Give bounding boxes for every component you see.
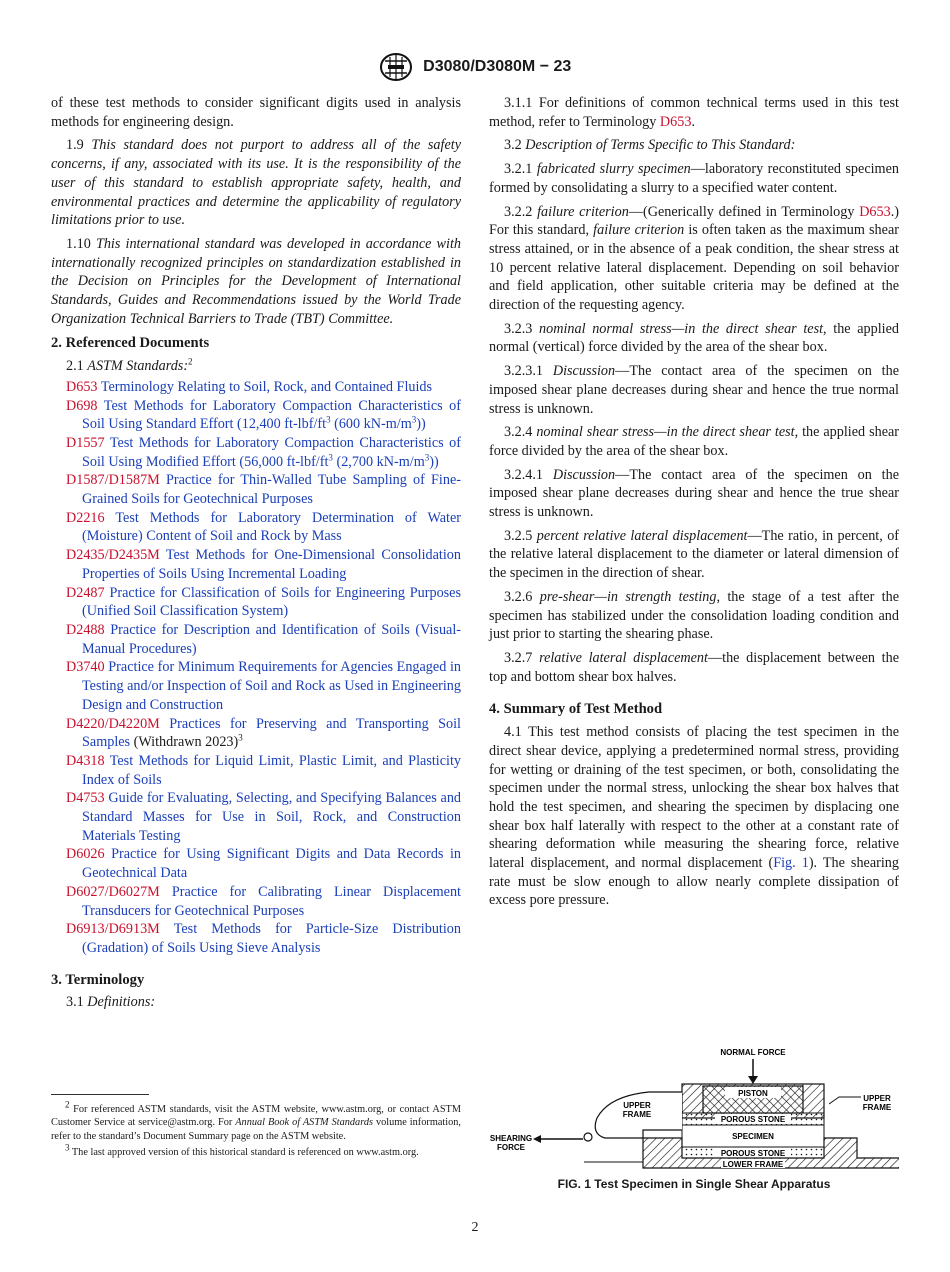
label-porous-stone-bottom: POROUS STONE <box>720 1149 786 1158</box>
paragraph-3-2-4: 3.2.4 nominal shear stress—in the direct shear test, the applied shear force divided by the area of the shear box. <box>489 424 900 459</box>
link-d653[interactable]: D653 <box>659 113 692 130</box>
normal-force-arrowhead <box>748 1076 758 1084</box>
paragraph-3-2: 3.2 Description of Terms Specific to This Standard: <box>504 137 796 154</box>
paragraph-3-2-1: 3.2.1 fabricated slurry specimen—laboratory reconstituted specimen formed by consolidating a slurry to a specified water content. <box>489 161 899 196</box>
paragraph-2-1: 2.1 ASTM Standards:$^2$ <box>66 356 193 375</box>
label-normal-force: NORMAL FORCE <box>720 1048 786 1057</box>
footnotes <box>51 1099 462 1162</box>
leader-line-right <box>829 1097 861 1104</box>
shearing-force-arrowhead <box>533 1135 541 1143</box>
footnote-2: $^2$ For referenced ASTM standards, visit the ASTM website, www.astm.org, or contact ASTM Customer Service at service@astm.org. For Annual Book of ASTM Standards volume information, refer to the standard’s Document Summary page on the ASTM website. <box>51 1099 462 1142</box>
ref-d6913[interactable]: D6913/D6913M Test Methods for Particle-Size Distribution (Gradation) of Soils Using Sieve Analysis <box>66 921 461 956</box>
paragraph-3-1: 3.1 Definitions: <box>66 994 156 1011</box>
paragraph-1-10: 1.10 This international standard was developed in accordance with internationally recognized principles on standardization established in the Decision on Principles for the Development of International Standards, Guides and Recommendations issued by the World Trade Organization Technical Barriers to Trade (TBT) Committee. <box>51 235 461 327</box>
paragraph-3-2-4-1: 3.2.4.1 Discussion—The contact area of the specimen on the imposed shear plane decreases during shear and hence the true shear stress is unknown. <box>489 466 899 521</box>
label-upper-frame-right-1: UPPER <box>863 1094 891 1103</box>
right-column <box>489 94 899 915</box>
paragraph-3-2-3-1: 3.2.3.1 Discussion—The contact area of the specimen on the imposed shear plane decreases during shear and hence the true normal stress is unknown. <box>489 363 899 417</box>
ref-d4220[interactable]: D4220/D4220M Practices for Preserving and Transporting Soil Samples (Withdrawn 2023)$^3$ <box>66 715 462 751</box>
label-lower-frame: LOWER FRAME <box>722 1160 784 1169</box>
ref-d1587[interactable]: D1587/D1587M Practice for Thin-Walled Tube Sampling of Fine-Grained Soils for Geotechnical Purposes <box>66 472 461 508</box>
page-header <box>0 52 950 82</box>
link-d653-2[interactable]: D653 <box>859 203 891 220</box>
ref-d1557[interactable]: D1557 Test Methods for Laboratory Compaction Characteristics of Soil Using Modified Effort (56,000 $ft-lbf/ft^3$ (2,700 $kN-m/m^3$)) <box>66 434 461 470</box>
label-upper-frame-left-2: FRAME <box>622 1110 652 1119</box>
paragraph-1-9: 1.9 This standard does not purport to address all of the safety concerns, if any, associated with its use. It is the responsibility of the user of this standard to establish appropriate safety, health, and environmental practices and determine the applicability of regulatory limitations prior to use. <box>51 137 461 229</box>
standard-designation: D3080/D3080M − 23 <box>423 58 572 75</box>
astm-logo-icon <box>379 52 413 82</box>
label-porous-stone-top: POROUS STONE <box>720 1115 786 1124</box>
paragraph-4-1: 4.1 This test method consists of placing the test specimen in the direct shear device, applying a predetermined normal stress, providing for wetting or draining of the test specimen, or both, consolidating the specimen under the normal stress, unlocking the shear box halves that hold the test specimen, and shearing the specimen by displacing one shear box half laterally with respect to the other at a constant rate of shearing deformation while measuring the shearing force, relative lateral displacement, and normal displacement (Fig. 1). The shearing rate must be slow enough to allow nearly complete dissipation of excess pore pressure. <box>489 724 899 909</box>
page-number: 2 <box>471 1220 479 1235</box>
pin-icon <box>584 1133 592 1141</box>
section-4-heading: 4. Summary of Test Method <box>489 701 663 718</box>
figure-caption: FIG. 1 Test Specimen in Single Shear Apparatus <box>557 1177 831 1191</box>
label-upper-frame-right-2: FRAME <box>862 1103 892 1112</box>
section-2-heading: 2. Referenced Documents <box>51 335 210 352</box>
label-shearing-force-1: SHEARING <box>489 1134 533 1143</box>
footnote-rule <box>51 1094 149 1095</box>
paragraph-3-2-3: 3.2.3 nominal normal stress—in the direct shear test, the applied normal (vertical) force divided by the area of the shear box. <box>489 320 899 356</box>
ref-d2216[interactable]: D2216 Test Methods for Laboratory Determination of Water (Moisture) Content of Soil and Rock by Mass <box>66 509 462 545</box>
label-upper-frame-left-1: UPPER <box>623 1101 651 1110</box>
section-3-heading: 3. Terminology <box>51 971 145 988</box>
paragraph-3-2-6: 3.2.6 pre-shear—in strength testing, the stage of a test after the specimen has stabilized under the consolidation loading condition and just prior to starting the shearing phase. <box>489 588 899 643</box>
paragraph-3-1-1: 3.1.1 For definitions of common technical terms used in this test method, refer to Terminology D653. <box>489 95 899 130</box>
link-fig-1[interactable]: Fig. 1 <box>773 855 809 872</box>
label-shearing-force-2: FORCE <box>497 1143 525 1152</box>
ref-d2435[interactable]: D2435/D2435M Test Methods for One-Dimensional Consolidation Properties of Soils Using Incremental Loading <box>66 547 461 582</box>
footnote-3: $^3$ The last approved version of this historical standard is referenced on www.astm.org. <box>65 1142 419 1158</box>
ref-d2488[interactable]: D2488 Practice for Description and Identification of Soils (Visual-Manual Procedures) <box>66 621 461 657</box>
paragraph-3-2-5: 3.2.5 percent relative lateral displacement—The ratio, in percent, of the relative lateral displacement to the diameter or lateral dimension of the specimen in the direction of shear. <box>489 527 900 582</box>
label-specimen: SPECIMEN <box>732 1132 774 1141</box>
label-piston: PISTON <box>738 1089 768 1098</box>
paragraph-3-2-2: 3.2.2 failure criterion—(Generically defined in Terminology D653.) For this standard, failure criterion is often taken as the maximum shear stress attained, or in the absence of a peak condition, the shear stress at 10 percent relative lateral displacement. Depending on soil behavior and field application, other suitable criteria may be defined at the direction of the requesting agency. <box>489 203 899 314</box>
ref-d3740[interactable]: D3740 Practice for Minimum Requirements for Agencies Engaged in Testing and/or Inspection of Soil and Rock as Used in Engineering Design and Construction <box>66 659 461 713</box>
left-column <box>51 94 461 1017</box>
paragraph-continuation: of these test methods to consider significant digits used in analysis methods for engineering design. <box>51 95 461 130</box>
ref-d6026[interactable]: D6026 Practice for Using Significant Digits and Data Records in Geotechnical Data <box>66 846 461 882</box>
ref-d698[interactable]: D698 Test Methods for Laboratory Compaction Characteristics of Soil Using Standard Effort (12,400 $ft-lbf/ft^3$ (600 $kN-m/m^3$)) <box>66 397 461 433</box>
paragraph-3-2-7: 3.2.7 relative lateral displacement—the displacement between the top and bottom shear box halves. <box>489 649 899 685</box>
shear-apparatus-figure <box>489 1042 899 1172</box>
ref-d653[interactable]: D653 Terminology Relating to Soil, Rock, and Contained Fluids <box>66 378 433 395</box>
ref-d6027[interactable]: D6027/D6027M Practice for Calibrating Linear Displacement Transducers for Geotechnical Purposes <box>66 883 462 919</box>
ref-d4318[interactable]: D4318 Test Methods for Liquid Limit, Plastic Limit, and Plasticity Index of Soils <box>66 752 461 788</box>
ref-d2487[interactable]: D2487 Practice for Classification of Soils for Engineering Purposes (Unified Soil Classification System) <box>66 584 462 620</box>
ref-d4753[interactable]: D4753 Guide for Evaluating, Selecting, and Specifying Balances and Standard Masses for Use in Soil, Rock, and Construction Materials Testing <box>66 790 462 844</box>
